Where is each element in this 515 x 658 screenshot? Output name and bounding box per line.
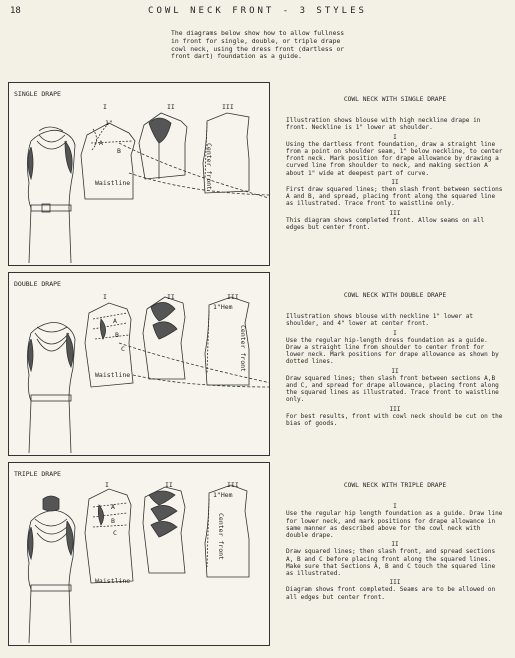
step-numeral: I [393,503,397,511]
section-label-c: C [121,345,125,353]
diagram-numeral: II [167,103,175,111]
diagram-numeral: II [167,293,175,301]
section-label-b: B [115,331,119,339]
diagram-numeral: I [105,481,109,489]
step-numeral: I [393,133,397,141]
double-drape-panel [8,272,270,456]
step-text: Diagram shows front completed. Seams are to be allowed on all edges but center front. [286,586,496,601]
section-heading: COWL NECK WITH DOUBLE DRAPE [343,292,447,299]
hem-label: 1"Hem [213,491,233,499]
diagram-numeral: III [222,103,234,111]
step-text: Draw squared lines; then slash front between sections A,B and C, and spread for drape allowance, placing front along the squared lines as illustrated. Trace front to waistline only. [286,374,499,404]
diagram-numeral: II [165,481,173,489]
section-label-a: A [113,317,117,325]
step-text: Use the regular hip-length dress foundation as a guide. Draw a straight line from shoulder to center front for lower neck. Mark positions for drape allowance as shown by dotted lines. [286,336,499,366]
step-numeral: I [393,329,397,337]
waistline-label: Waistline [95,577,131,585]
intro-text: The diagrams below show how to allow fullness in front for single, double, or triple drape cowl neck, using the dress front (dartless or front dart) foundation as a guide. [171,29,345,61]
step-numeral: III [389,579,401,587]
single-drape-text [286,96,504,231]
step-text: This diagram shows completed front. Allow seams on all edges but center front. [286,216,485,232]
panel-label: DOUBLE DRAPE [14,280,61,288]
triple-drape-text [286,482,504,601]
section-intro: Illustration shows blouse with high neckline drape in front. Neckline is 1" lower at shoulder. [286,117,481,132]
section-label-c: C [113,529,117,537]
page-number: 18 [10,6,21,16]
step-numeral: II [391,367,399,375]
step-numeral: III [389,405,401,413]
step-text: Draw squared lines; then slash front, and spread sections A, B and C before placing front along the squared lines. Make sure that Sections A, B and C touch the squared line as illustrated. [286,548,496,578]
step-numeral: II [391,178,399,186]
panel-label: TRIPLE DRAPE [14,470,61,478]
diagram-numeral: III [227,293,239,301]
panel-label: SINGLE DRAPE [14,90,61,98]
section-heading: COWL NECK WITH TRIPLE DRAPE [343,482,447,489]
step-text: First draw squared lines; then slash front between sections A and B, and spread, placing front along the squared line as illustrated. Trace front to waistline only. [286,186,503,208]
center-front-label: Center front [239,325,247,372]
section-heading: COWL NECK WITH SINGLE DRAPE [343,96,447,103]
triple-drape-panel [8,462,270,646]
step-numeral: III [389,209,401,217]
hem-label: 1"Hem [213,303,233,311]
step-numeral: II [391,541,399,549]
diagram-numeral: I [103,103,107,111]
center-front-label: Center front [205,143,213,190]
step-text: Use the regular hip length foundation as a guide. Draw line for lower neck, and mark positions for drape allowance in same manner as described above for the cowl neck with double drape. [286,510,503,540]
step-text: For best results, front with cowl neck should be cut on the bias of goods. [286,412,503,428]
section-label-b: B [111,517,115,525]
step-text: Using the dartless front foundation, draw a straight line from a point on shoulder seam, 1" below neckline, to center front neck. Mark position for drape allowance by drawing a curved line from shoulder to neck, and making section A about 1" wide at deepest part of curve. [286,140,503,177]
section-intro: Illustration shows blouse with neckline 1" lower at shoulder, and 4" lower at center front. [286,313,474,328]
hem-label: 1" [105,119,113,127]
diagram-numeral: I [103,293,107,301]
section-label-b: B [117,147,121,155]
single-drape-panel [8,82,270,266]
diagram-numeral: III [227,481,239,489]
double-drape-text [286,292,504,427]
section-label-a: A [99,139,103,147]
center-front-label: Center front [217,513,225,560]
waistline-label: Waistline [95,371,131,379]
page-title: COWL NECK FRONT - 3 STYLES [148,6,367,16]
section-label-a: A [111,503,115,511]
waistline-label: Waistline [95,179,131,187]
